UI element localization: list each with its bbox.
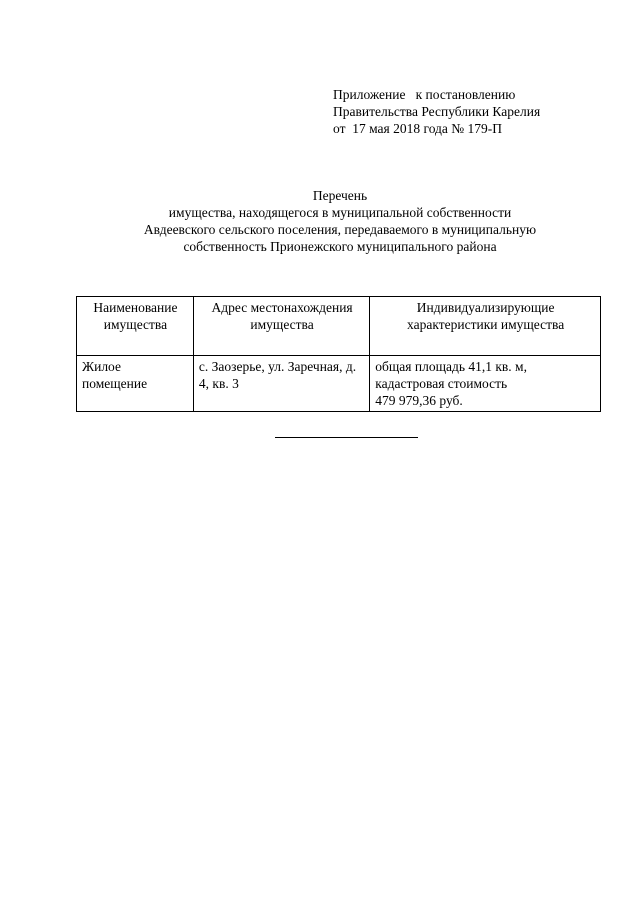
characteristic-area: общая площадь 41,1 кв. м,: [375, 359, 527, 374]
appendix-block: [333, 86, 613, 137]
cell-property-name: Жилое помещение: [77, 356, 194, 412]
document-heading: [60, 187, 620, 255]
document-subtitle-line-2: Авдеевского сельского поселения, передаваемого в муниципальную: [143, 222, 537, 237]
appendix-line-2: Правительства Республики Карелия: [333, 104, 541, 119]
document-title: Перечень: [312, 188, 368, 203]
cell-property-address: с. Заозерье, ул. Заречная, д. 4, кв. 3: [193, 356, 369, 412]
characteristic-cost-value: 479 979,36 руб.: [375, 393, 463, 408]
header-property-name: Наименование имущества: [77, 297, 194, 356]
document-subtitle-line-3: собственность Прионежского муниципального района: [183, 239, 497, 254]
appendix-line-3: от 17 мая 2018 года № 179-П: [333, 121, 503, 136]
property-table: [76, 296, 601, 412]
characteristic-cost-label: кадастровая стоимость: [375, 376, 508, 391]
table-header-row: [77, 297, 601, 356]
appendix-line-1: Приложение к постановлению: [333, 87, 516, 102]
header-property-characteristics: Индивидуализирующие характеристики имущества: [370, 297, 601, 356]
header-property-address: Адрес местонахождения имущества: [193, 297, 369, 356]
document-subtitle-line-1: имущества, находящегося в муниципальной собственности: [168, 205, 512, 220]
closing-rule: [275, 437, 418, 438]
table-row: [77, 356, 601, 412]
cell-property-characteristics: [370, 356, 601, 412]
